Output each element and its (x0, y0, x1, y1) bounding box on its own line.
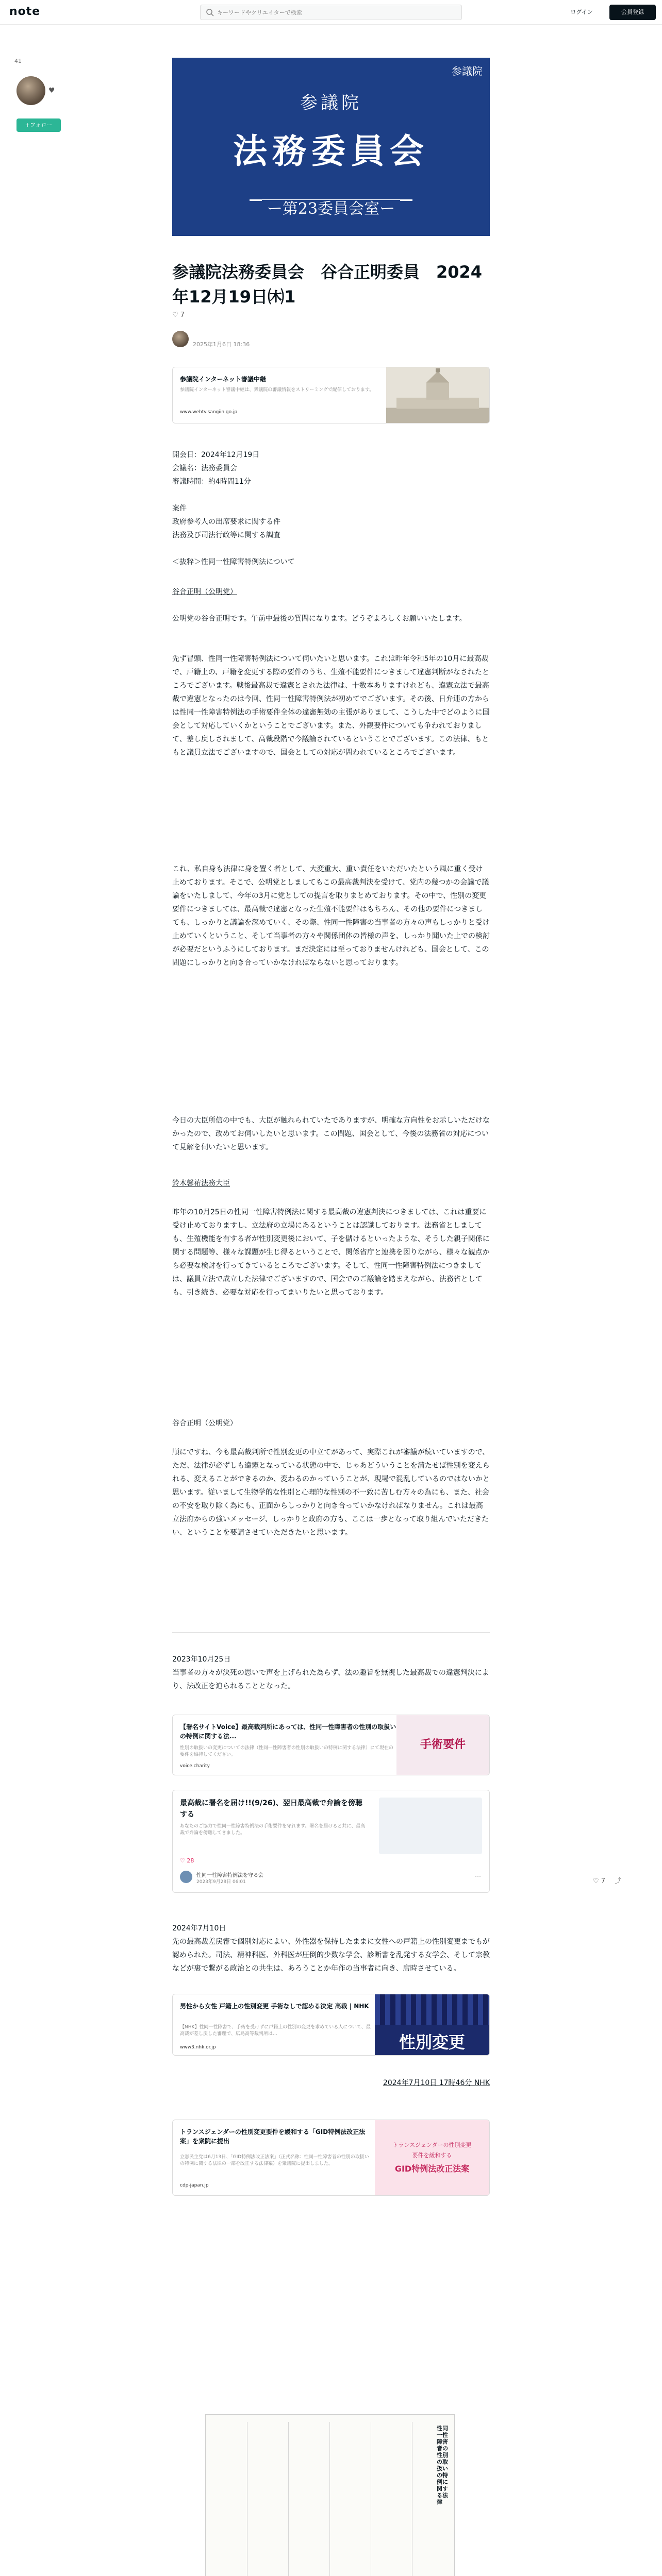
article-title: 参議院法務委員会 谷合正明委員 2024年12月19日㈭1 (172, 262, 483, 307)
post-author[interactable]: 性同一性障害特例法を守る会 (196, 1873, 263, 1878)
post-like[interactable] (180, 1857, 194, 1864)
post-date: 2023年9月28日 06:01 (196, 1879, 246, 1885)
card-desc: 参議院インターネット審議中継は、衆議院の審議情報をストリーミングで配信しております。 (180, 387, 374, 393)
np-col-divider (329, 2422, 330, 2576)
para-4: 今日の大臣所信の中でも、大臣が触れられていたでありますが、明確な方向性をお示しいただけなかったので、改めてお伺いしたいと思います。この問題、国会として、今後の法務省の対応について見解を伺いたいと思います。 (172, 1116, 490, 1151)
session-committee: 会議名：法務委員会 (172, 464, 237, 472)
heart-outline-icon: ♡ (172, 311, 180, 319)
follow-button[interactable]: +フォロー (16, 118, 61, 132)
voice-card-image (396, 1715, 489, 1775)
heart-icon: ♥ (48, 87, 55, 95)
date-2023: 2023年10月25日 (172, 1655, 231, 1664)
agenda-item-2: 法務及び司法行政等に関する調査 (172, 531, 280, 539)
para-8: 先の最高裁差戻審で個別対応によい、外性器を保持したままに女性への戸籍上の性別変更までもが認められた。司法、精神科医、外科医が圧倒的少数な学会、診断書を乱発する女学会、そして宗教などが裏で繋がる政治との共生は、あろうことか年作の当事者に向き、席時させている。 (172, 1938, 490, 1973)
post-desc: あなたのご協力で性同一性障害特例法の手術要件を守れます。署名を届けると共に、最高裁で弁論を傍聴してきました。 (180, 1824, 366, 1836)
link-card-nhk[interactable] (172, 1994, 490, 2056)
publish-date: 2025年1月6日 18:36 (193, 341, 250, 348)
nhk-link-time[interactable]: 2024年7月10日 17時46分 NHK (383, 2079, 490, 2087)
para-3: これ、私自身も法律に身を置く者として、大変重大、重い責任をいただいたという風に重く受け止めております。そこで、公明党としましてもこの最高裁判決を受けて、党内の幾つかの会議で議論をいたしまして、今年の3月に党としての提言を取りまとめております。その中で、性別の変更要件につきましては、最高裁で違憲となった生殖不能要件はもちろん、その他の要件につきましても、しっかりと議論を深めていく、その際、性同一性障害の当事者の方々の声もしっかりと受け止めていくということ、そして当事者の方々や関係団体の皆様の声を、しっかり聞いた上での検討が必要だというふうにしております。まだ決定には至っておりませんけれども、国会として、この問題にしっかりと向き合っていかなければならないと思っております。 (172, 865, 490, 967)
card-title: トランスジェンダーの性別変更要件を緩和する「GID特例法改正法案」を衆院に提出 (180, 2128, 366, 2145)
note-logo[interactable]: note (9, 5, 41, 18)
np-col-divider (288, 2422, 289, 2576)
more-icon[interactable]: ⋯ (475, 1873, 481, 1880)
speaker-tanigai-2: 谷合正明（公明党） (172, 1419, 237, 1428)
floating-like[interactable]: ♡ 7 (593, 1877, 606, 1885)
card-desc: 性別の取扱いの変更についての法律（性同一性障害者の性別の取扱いの特例に関する法律）にて現在の要件を維持してください。 (180, 1745, 393, 1757)
hero-room-text: ー第23委員会室ー (262, 200, 400, 218)
author-sidebar (14, 58, 61, 140)
cdp-image-line-a: トランスジェンダーの性別変更 (392, 2142, 472, 2148)
like-number: 7 (180, 311, 185, 319)
cdp-image-line-b: 要件を緩和する (412, 2152, 452, 2159)
site-header (0, 0, 662, 25)
card-title: 【署名サイトVoice】最高裁判所にあっては、性同一性障害者の性別の取扱いの特例に関する法... (180, 1723, 396, 1740)
search-box[interactable] (200, 5, 462, 20)
session-date: 開会日：2024年12月19日 (172, 451, 260, 459)
newspaper-title: 性同一性障害者の性別の取扱いの特例に関する法律 (437, 2425, 448, 2505)
meta-avatar[interactable] (172, 331, 189, 347)
para-2: 先ず冒頭、性同一性障害特例法について伺いたいと思います。これは昨年令和5年の10月に最高裁で、戸籍上の、戸籍を変更する際の要件のうち、生殖不能要件につきまして違憲判断がなされたところでございます。戦後最高裁で違憲とされた法律は、十数本ありますけれども、違憲立法で最高裁で違憲となったのは今回、性同一性障害特例法が初めてでございます。その後、日弁連の方からは性同一性障害特例法の手術要件全体の違憲無効の主張がありまして、こうした中でどのように国会として対応していくかということでございます。また、外観要件についても争われておりまして、差し戻しされまして、高裁段階で今議論されているということでございます。この法律、もともと議員立法でございますので、国会としての対応が問われているところでございます。 (172, 655, 490, 757)
speaker-tanigai: 谷合正明（公明党） (172, 588, 237, 596)
hero-image (172, 58, 490, 236)
agenda-item-1: 政府参考人の出席要求に関する件 (172, 518, 280, 526)
nhk-image-text: 性別変更 (399, 2032, 465, 2052)
embedded-note-post[interactable] (172, 1790, 490, 1893)
topic-line: ＜抜粋＞性同一性障害特例法について (172, 558, 295, 566)
post-avatar (180, 1871, 192, 1883)
search-icon (206, 8, 214, 16)
floating-actions (593, 1875, 621, 1885)
card-url: www3.nhk.or.jp (180, 2045, 216, 2050)
card-title: 参議院インターネット審議中継 (180, 376, 266, 383)
card-url: www.webtv.sangiin.go.jp (180, 410, 238, 415)
date-2024: 2024年7月10日 (172, 1924, 226, 1933)
card-title: 男性から女性 戸籍上の性別変更 手術なしで認める決定 高裁 | NHK (180, 2003, 369, 2010)
para-1: 公明党の谷合正明です。午前中最後の質問になります。どうぞよろしくお願いいたします。 (172, 615, 467, 623)
share-icon[interactable]: ⤴ (615, 1877, 622, 1885)
search-input[interactable] (217, 5, 454, 20)
para-5: 昨年の10月25日の性同一性障害特例法に関する最高裁の違憲判決につきましては、これは重要に受け止めておりますし、立法府の立場にあるということは認識しております。法務省としましても、生殖機能を有する者が性別変更後において、子を儲けるといったような、そうした親子関係に関する問題等、様々な課題が生じ得るということで、関係省庁と連携を図りながら、様々な観点から必要な検討を行ってきているところでございます。そして、性同一性障害特例法につきましては、議員立法で成立した法律でございますので、国会でのご議論を踏まえながら、法務省としても、引き続き、必要な対応を行ってまいりたいと思っております。 (172, 1208, 490, 1297)
link-card-voice[interactable] (172, 1715, 490, 1775)
nhk-card-image (375, 1994, 489, 2055)
speaker-suzuki: 鈴木馨祐法務大臣 (172, 1179, 230, 1188)
post-like-count: 28 (187, 1857, 194, 1864)
post-thumbnail (379, 1798, 482, 1854)
link-card-cdp[interactable] (172, 2120, 490, 2196)
nhk-building-stripes (375, 1994, 489, 2025)
section-divider (172, 1632, 490, 1633)
post-title: 最高裁に署名を届け!!(9/26)、翌日最高裁で弁論を傍聴する (180, 1799, 362, 1819)
signup-button[interactable]: 会員登録 (609, 5, 656, 20)
heart-icon: ♡ (180, 1857, 187, 1864)
card-desc: 立憲民主党は6月13日、「GID特例法改正法案」（正式名称：性同一性障害者の性別の取扱いの特例に関する法律の一部を改正する法律案）を衆議院に提出しました。 (180, 2155, 369, 2166)
link-card-sangiin[interactable] (172, 367, 490, 423)
avatar[interactable] (16, 76, 45, 105)
session-time: 審議時間：約4時間11分 (172, 478, 251, 486)
hero-room (172, 196, 490, 218)
voice-image-text: 手術要件 (420, 1738, 466, 1751)
hero-subtitle: 参議院 (300, 93, 362, 113)
card-url: voice.charity (180, 1764, 210, 1769)
para-7: 当事者の方々が決死の思いで声を上げられた為らず、法の趣旨を無視した最高裁での違憲判決により、法改正を迫られることとなった。 (172, 1669, 489, 1690)
hero-corner-text: 参議院 (452, 65, 483, 77)
like-count[interactable] (172, 311, 185, 319)
diet-building-image (386, 367, 489, 423)
hero-main-title: 法務委員会 (233, 131, 429, 171)
follower-count: 41 (14, 58, 22, 64)
cdp-card-image (375, 2120, 489, 2195)
agenda-heading: 案件 (172, 504, 187, 513)
login-button[interactable]: ログイン (557, 5, 606, 20)
card-desc: 【NHK】性同一性障害で、手術を受けずに戸籍上の性別の変更を求めている人について、最高裁が差し戻した審理で、広島高等裁判所は… (180, 2025, 371, 2037)
cdp-image-line-c: GID特例法改正法案 (394, 2164, 470, 2174)
card-url: cdp-japan.jp (180, 2183, 209, 2188)
newspaper-clipping-image (205, 2414, 455, 2576)
para-6: 順にですね、今も最高裁判所で性別変更の中立てがあって、実際これが審議が続いていますので、ただ、法律が必ずしも違憲となっている状態の中で、じゃあどういうことを満たせば性別を変えられる、変えることができるのか、変わるのかっていうことが、現場で混乱しているのではないかと思います。従いまして生物学的な性別と心理的な性別の不一致に苦しむ方々の為にも、また、社会の不安を取り除く為にも、正面からしっかりと向き合っていかなければなりません。これは最高立法府からの強いメッセージ、しっかりと政府の方も、ここは一歩となって取り組んでいただきたい、ということを要請させていただきたいと思います。 (172, 1448, 490, 1537)
